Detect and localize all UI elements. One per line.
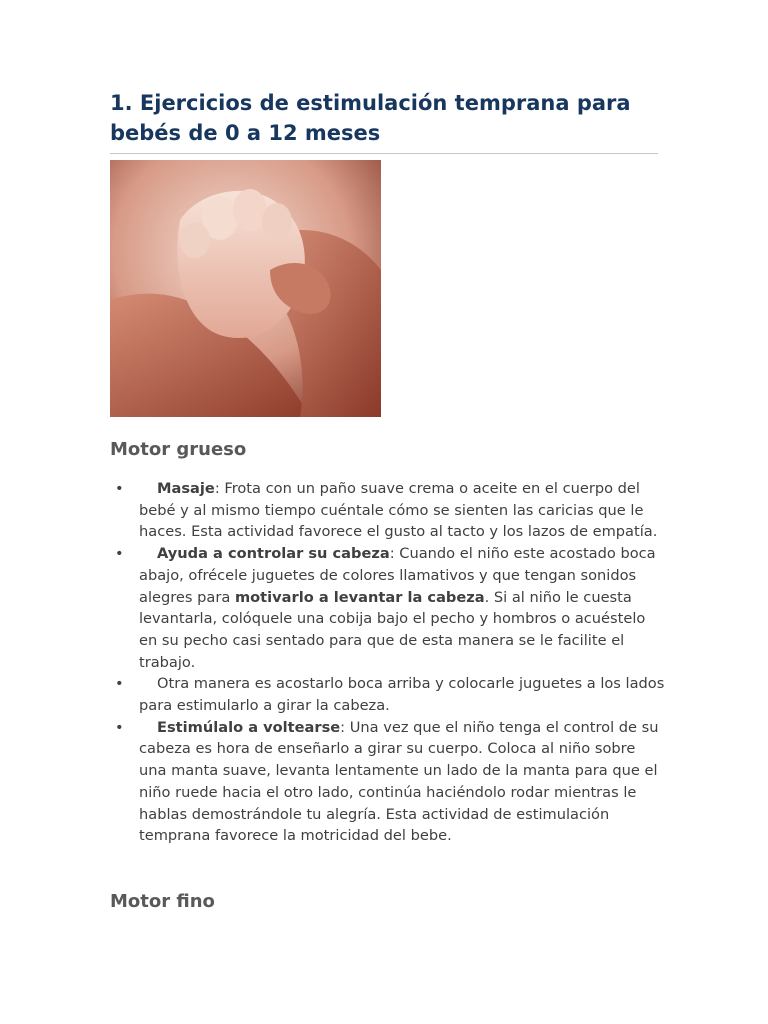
- title-divider: [110, 153, 658, 154]
- item-bold-inline: motivarlo a levantar la cabeza: [234, 588, 485, 606]
- list-item: [110, 543, 666, 673]
- item-text: Otra manera es acostarlo boca arriba y colocarle juguetes a los lados para estimularlo a girar la cabeza.: [139, 675, 665, 715]
- section-heading-motor-fino: Motor fino: [110, 891, 215, 912]
- baby-hand-photo: [110, 160, 381, 417]
- item-bold-label: Ayuda a controlar su cabeza: [157, 545, 390, 563]
- item-bold-label: Masaje: [157, 480, 215, 497]
- list-item: [110, 673, 666, 716]
- item-text: : Frota con un paño suave crema o aceite en el cuerpo del bebé y al mismo tiempo cuéntale cómo se sienten las caricias que le haces. Esta actividad favorece el gusto al tacto y los lazos de empatía.: [139, 480, 658, 541]
- section-heading-motor-grueso: Motor grueso: [110, 439, 247, 460]
- item-bold-label: Estimúlalo a voltearse: [157, 718, 341, 736]
- item-text: : Cuando el niño este acostado boca abajo, ofrécele juguetes de colores llamativos y que tengan sonidos alegres para: [139, 545, 656, 606]
- page-title: 1. Ejercicios de estimulación temprana para bebés de 0 a 12 meses: [110, 91, 631, 145]
- bullet-icon: •: [115, 718, 124, 736]
- bullet-icon: •: [115, 545, 124, 563]
- bullet-icon: •: [115, 675, 124, 693]
- list-item: [110, 717, 666, 847]
- item-text: : Una vez que el niño tenga el control de su cabeza es hora de enseñarlo a girar su cuerpo. Coloca al niño sobre una manta suave, levanta lentamente un lado de la manta para que el niño ruede hacia el otro lado, continúa haciéndolo rodar mientras le hablas demostrándole tu alegría. Esta actividad de estimulación temprana favorece la motricidad del bebe.: [139, 718, 659, 845]
- bullet-icon: •: [115, 480, 124, 497]
- item-text-continued: . Si al niño le cuesta levantarla, colóquele una cobija bajo el pecho y hombros o acuéstelo en su pecho casi sentado para que de esta manera se le facilite el trabajo.: [139, 588, 646, 671]
- list-item: [110, 478, 666, 543]
- motor-grueso-list: [110, 478, 666, 847]
